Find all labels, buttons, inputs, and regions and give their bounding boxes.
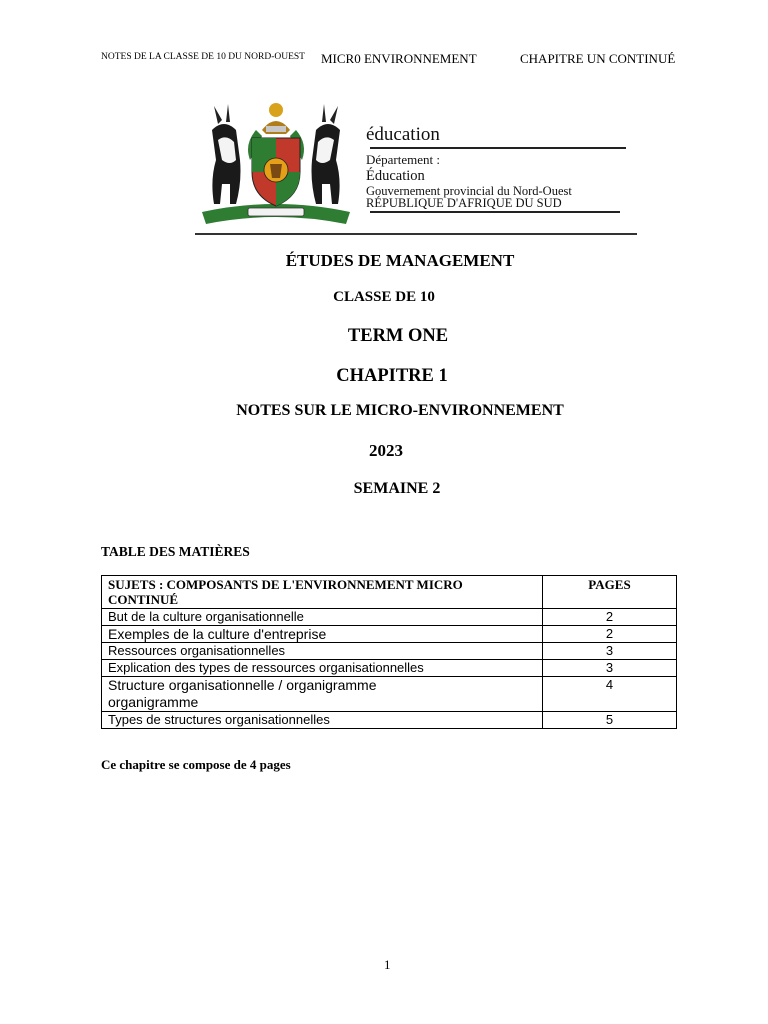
page-cell: 2 bbox=[543, 626, 677, 643]
logo-divider bbox=[370, 211, 620, 213]
table-row bbox=[102, 609, 677, 626]
coat-of-arms-logo bbox=[196, 100, 356, 226]
week-title: SEMAINE 2 bbox=[353, 480, 441, 497]
table-row bbox=[102, 643, 677, 660]
topic-cell: Exemples de la culture d'entreprise bbox=[102, 626, 543, 643]
topic-cell: Ressources organisationnelles bbox=[102, 643, 543, 660]
grade-title: CLASSE DE 10 bbox=[333, 289, 435, 305]
year-title: 2023 bbox=[369, 441, 403, 460]
table-row bbox=[102, 626, 677, 643]
notes-title: NOTES SUR LE MICRO-ENVIRONNEMENT bbox=[236, 402, 564, 419]
chapter-title: CHAPITRE 1 bbox=[336, 366, 448, 386]
topic-cell: Explication des types de ressources organisationnelles bbox=[102, 660, 543, 677]
header-center-text: MICR0 ENVIRONNEMENT bbox=[321, 51, 477, 66]
topic-cell: But de la culture organisationnelle bbox=[102, 609, 543, 626]
chapter-length-note: Ce chapitre se compose de 4 pages bbox=[101, 757, 291, 772]
header-right-text: CHAPITRE UN CONTINUÉ bbox=[520, 51, 676, 66]
table-header-row bbox=[102, 576, 677, 609]
toc-table bbox=[101, 575, 677, 729]
header-left-text: NOTES DE LA CLASSE DE 10 DU NORD-OUEST bbox=[101, 52, 305, 62]
column-header-pages: PAGES bbox=[543, 576, 677, 609]
logo-line-republic: RÉPUBLIQUE D'AFRIQUE DU SUD bbox=[366, 196, 562, 210]
toc-heading: TABLE DES MATIÈRES bbox=[101, 544, 250, 559]
logo-line-education: éducation bbox=[366, 124, 440, 145]
topic-cell: Structure organisationnelle / organigramme organigramme bbox=[102, 677, 543, 712]
logo-line-department: Département : bbox=[366, 152, 440, 167]
page-cell: 3 bbox=[543, 643, 677, 660]
page-cell: 3 bbox=[543, 660, 677, 677]
subject-title: ÉTUDES DE MANAGEMENT bbox=[285, 251, 515, 270]
logo-line-government: Gouvernement provincial du Nord-Ouest bbox=[366, 184, 572, 198]
page-number: 1 bbox=[384, 957, 391, 972]
logo-line-education-2: Éducation bbox=[366, 168, 425, 184]
logo-rule bbox=[195, 233, 637, 235]
page-cell: 5 bbox=[543, 712, 677, 729]
table-row bbox=[102, 677, 677, 712]
column-header-topics: SUJETS : COMPOSANTS DE L'ENVIRONNEMENT MICRO CONTINUÉ bbox=[102, 576, 543, 609]
topic-cell: Types de structures organisationnelles bbox=[102, 712, 543, 729]
department-logo-text bbox=[366, 118, 628, 218]
table-row bbox=[102, 712, 677, 729]
page-cell: 2 bbox=[543, 609, 677, 626]
table-row bbox=[102, 660, 677, 677]
logo-divider bbox=[370, 147, 626, 149]
page-cell: 4 bbox=[543, 677, 677, 712]
term-title: TERM ONE bbox=[347, 326, 449, 346]
